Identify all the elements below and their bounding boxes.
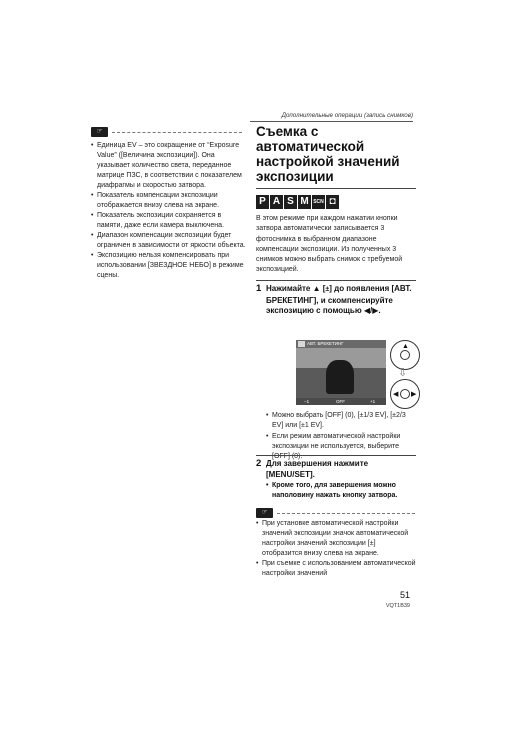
step-text: Нажимайте ▲ [±] до появления [АВТ. БРЕКЕТИНГ], и скомпенсируйте экспозицию с помощью ◀/▶. [266, 284, 412, 315]
exposure-comp-icon: ± [325, 286, 330, 293]
screen-menu-bar [296, 340, 386, 348]
mode-p-icon: P [256, 195, 269, 209]
up-arrow-icon: ▲ [402, 343, 409, 350]
list-item: • При съемке с использованием автоматической настройки значений [256, 559, 416, 579]
page-number: 51 [399, 590, 410, 600]
step-1 [256, 284, 416, 317]
scale-label: −1 [304, 399, 310, 404]
list-item: • Единица EV – это сокращение от “Exposure Value” ([Величина экспозиции]). Она указывает количество света, переданное матрице ПЗС, в соответствии с показателем диафрагмы и скоростью затвора. [91, 141, 247, 191]
step-rule [256, 280, 416, 281]
left-arrow-icon: ◀ [393, 391, 399, 398]
intro-text: В этом режиме при каждом нажатии кнопки затвора автоматически записывается 3 фотоснимка в выбранном диапазоне компенсации экспозиции. Из полученных 3 снимков можно выбрать снимок с требуемой экспозицией. [256, 215, 403, 274]
mode-a-icon: A [270, 195, 283, 209]
control-pad-up [390, 340, 420, 370]
list-item: • Показатель экспозиции сохраняется в памяти, даже если камера выключена. [91, 211, 247, 231]
step-rule [256, 455, 416, 456]
scale-label: OFF [336, 399, 345, 404]
step-number: 1 [256, 283, 262, 294]
note-list [91, 141, 247, 281]
section-header: Дополнительные операции (запись снимков) [281, 112, 413, 119]
list-item: • Экспозицию нельзя компенсировать при использовании [ЗВЕЗДНОЕ НЕБО] в режиме сцены. [91, 251, 247, 281]
list-item: • Кроме того, для завершения можно наполовину нажать кнопку затвора. [266, 481, 416, 502]
mode-camera-icon: ◘ [326, 195, 339, 209]
photo-subject [326, 360, 354, 394]
control-pad-left-right [390, 379, 420, 409]
note-icon: ☞ [91, 127, 108, 137]
list-item: • Если режим автоматической настройки экспозиции не используется, выберите [OFF] (0). [266, 432, 414, 463]
right-arrow-icon: ▶ [411, 391, 417, 398]
pad-center [400, 389, 410, 399]
pad-center [400, 350, 410, 360]
header-rule [250, 121, 413, 122]
list-item: • Диапазон компенсации экспозиции будет ограничен в зависимости от яркости объекта. [91, 231, 247, 251]
screen-menu-label: АВТ. БРЕКЕТИНГ [307, 341, 344, 346]
mode-icons [256, 195, 339, 209]
step-text: Для завершения нажмите [MENU/SET]. [266, 459, 369, 479]
list-item: • Показатель компенсации экспозиции отображается внизу слева на экране. [91, 191, 247, 211]
list-item: • Можно выбрать [OFF] (0), [±1/3 EV], [±2/3 EV] или [±1 EV]. [266, 411, 414, 432]
note-divider [112, 132, 242, 133]
arrow-down-icon: ⇩ [398, 367, 408, 379]
step-2-notes [266, 481, 416, 502]
bracket-icon [298, 341, 305, 347]
camera-screen [296, 340, 386, 405]
step-number: 2 [256, 458, 262, 469]
bracket-indicator-icon: ± [369, 540, 374, 547]
note-divider [277, 513, 415, 514]
mode-m-icon: M [298, 195, 311, 209]
scale-label: +1 [370, 399, 376, 404]
page-title: Съемка с автоматической настройкой значений экспозиции [256, 124, 400, 184]
title-rule [256, 188, 416, 189]
screen-scale-bar [296, 398, 386, 405]
note-icon: ☞ [256, 508, 273, 518]
step-2 [256, 459, 416, 480]
bottom-note-list [256, 519, 416, 579]
mode-s-icon: S [284, 195, 297, 209]
list-item: • При установке автоматической настройки значений экспозиции значок автоматической настройки значений экспозиции [±] отобразится внизу слева на экране. [256, 519, 416, 559]
model-code: VQT1B39 [385, 603, 410, 609]
mode-scene-icon: SCN [312, 195, 325, 209]
